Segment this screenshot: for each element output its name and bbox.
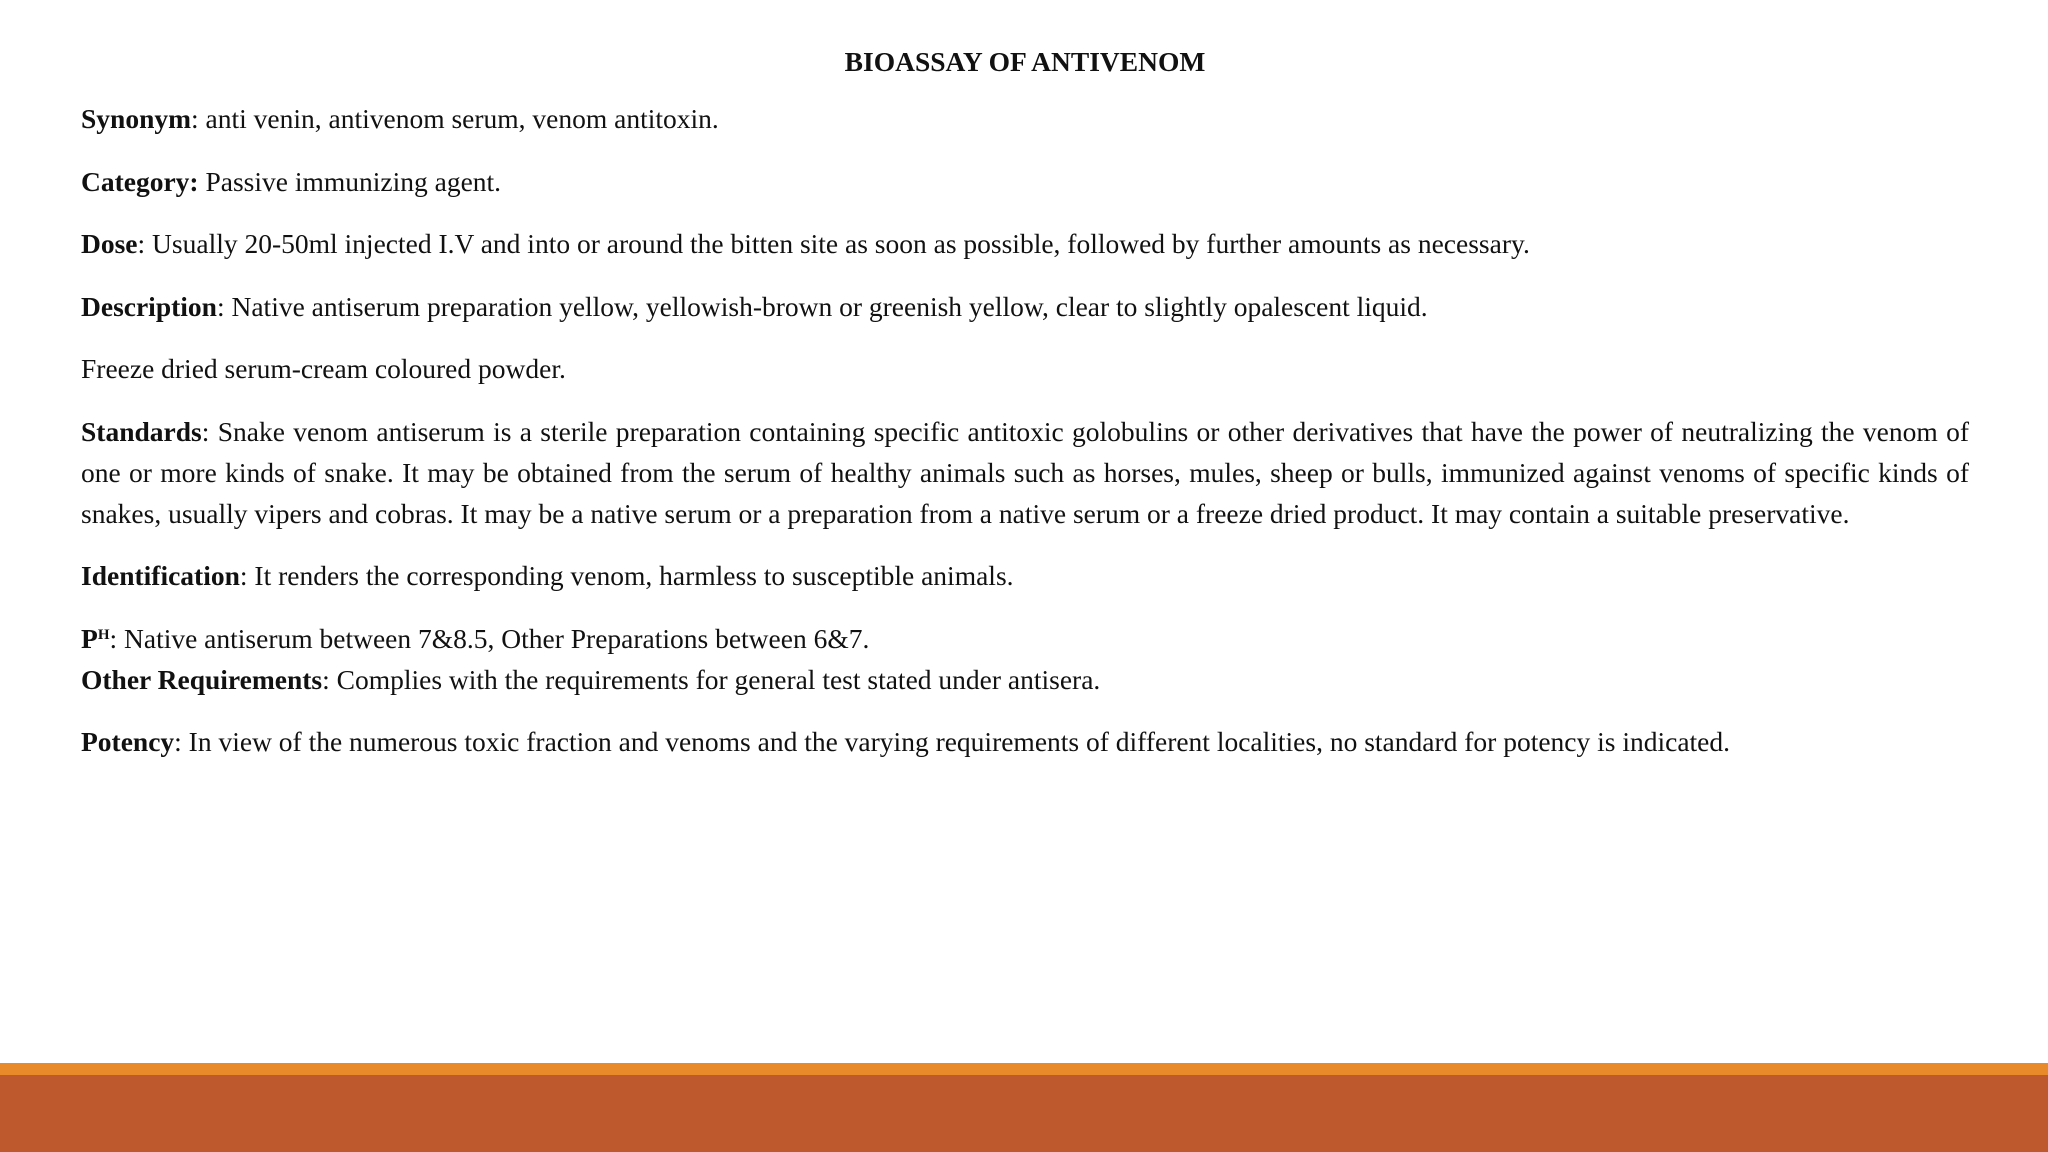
ph-label-superscript: H — [97, 626, 110, 643]
synonym-label: Synonym — [81, 103, 192, 134]
description-label: Description — [81, 290, 217, 322]
dose-label: Dose — [81, 228, 138, 259]
potency-text: : In view of the numerous toxic fraction and venoms and the varying requirements of different localities, no standard for potency is indicated. — [174, 726, 1731, 757]
synonym-paragraph — [81, 98, 1969, 139]
identification-label: Identification — [81, 560, 240, 591]
identification-text: : It renders the corresponding venom, harmless to susceptible animals. — [239, 560, 1014, 591]
ph-text: : Native antiserum between 7&8.5, Other Preparations between 6&7. — [109, 622, 870, 654]
other-requirements-text: : Complies with the requirements for general test stated under antisera. — [322, 663, 1101, 695]
description-text: : Native antiserum preparation yellow, yellowish-brown or greenish yellow, clear to slightly opalescent liquid. — [216, 290, 1428, 322]
other-requirements-paragraph — [81, 659, 1969, 700]
potency-label: Potency — [81, 726, 175, 757]
standards-label: Standards — [81, 415, 202, 447]
synonym-text: : anti venin, antivenom serum, venom antitoxin. — [191, 103, 719, 134]
freeze-dried-text: Freeze dried serum-cream coloured powder. — [81, 353, 566, 384]
dose-paragraph — [81, 223, 1969, 264]
potency-paragraph — [81, 721, 1969, 762]
standards-paragraph — [81, 411, 1969, 534]
description-paragraph — [81, 286, 1969, 327]
ph-paragraph — [81, 618, 1969, 659]
other-requirements-label: Other Requirements — [81, 663, 323, 695]
category-paragraph — [81, 161, 1969, 202]
identification-paragraph — [81, 555, 1969, 596]
footer-accent-bar-dark — [0, 1075, 2048, 1152]
slide-content — [81, 44, 1969, 784]
category-label: Category: — [81, 165, 199, 197]
category-text: Passive immunizing agent. — [198, 165, 502, 197]
dose-text: : Usually 20-50ml injected I.V and into or around the bitten site as soon as possible, followed by further amounts as necessary. — [137, 228, 1530, 259]
standards-text: : Snake venom antiserum is a sterile preparation containing specific antitoxic golobulins or other derivatives that have the power of neutralizing the venom of one or more kinds of snake. It may be obtained from the serum of healthy animals such as horses, mules, sheep or bulls, immunized against venoms of specific kinds of snakes, usually vipers and cobras. It may be a native serum or a preparation from a native serum or a freeze dried product. It may contain a suitable preservative. — [81, 415, 1969, 529]
ph-label: P — [81, 622, 98, 654]
footer-accent-bar-light — [0, 1063, 2048, 1075]
page-title: BIOASSAY OF ANTIVENOM — [844, 46, 1206, 77]
freeze-dried-paragraph — [81, 348, 1969, 389]
